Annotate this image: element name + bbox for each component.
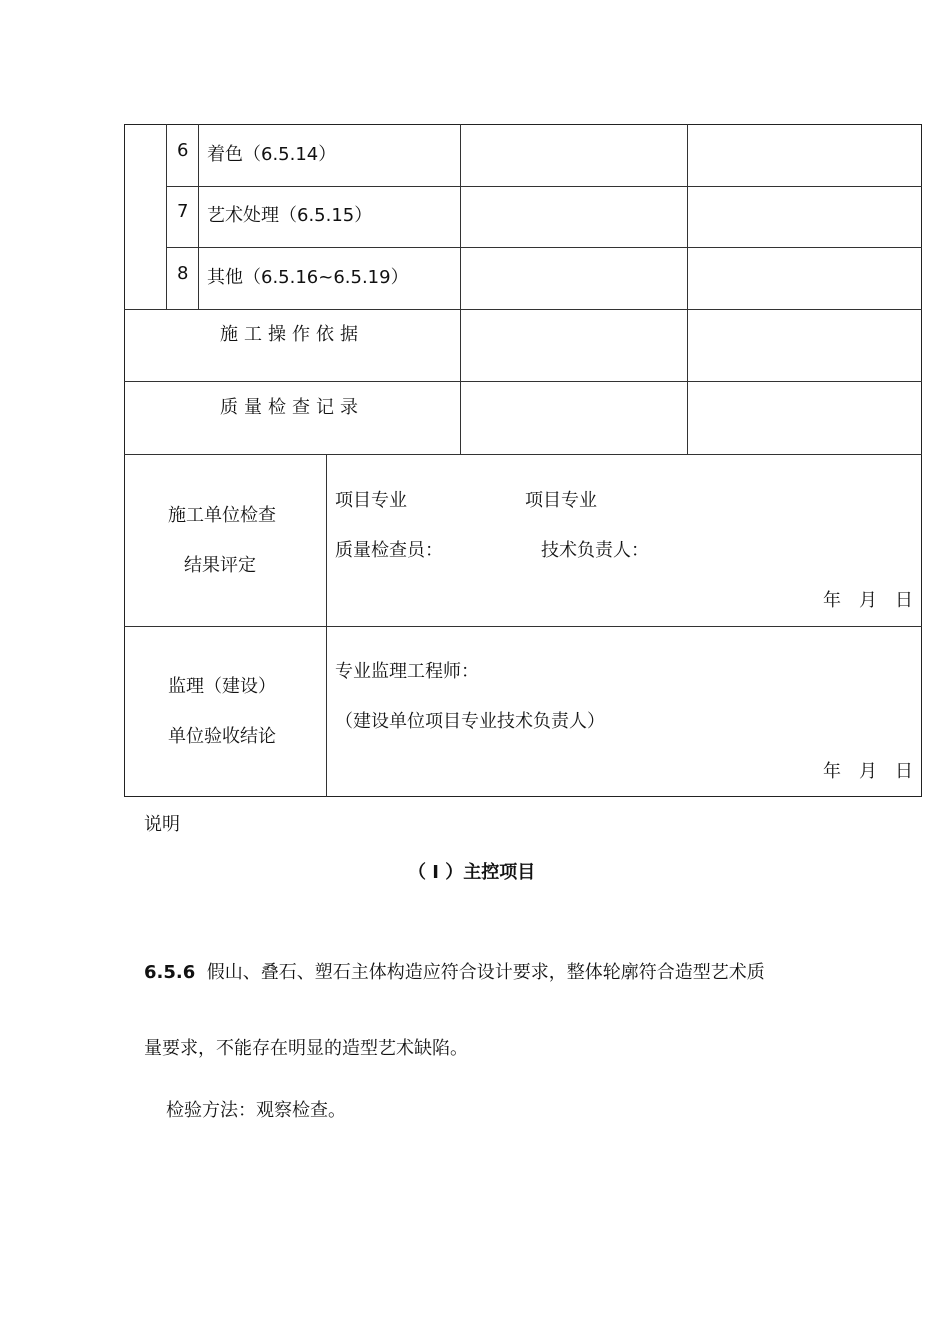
construction-unit-label-line1: 施工单位检查 (168, 505, 276, 526)
table-rule (460, 124, 461, 454)
row-item: 其他（6.5.16~6.5.19） (207, 267, 409, 288)
table-rule (166, 247, 922, 248)
clause-text-line2: 量要求，不能存在明显的造型艺术缺陷。 (144, 1038, 468, 1059)
tech-lead-label-line2: 技术负责人： (541, 540, 649, 561)
table-rule (124, 309, 922, 310)
row-number: 8 (177, 263, 189, 284)
table-rule (124, 454, 922, 455)
date-year: 年 (823, 761, 841, 782)
owner-rep-label: （建设单位项目专业技术负责人） (335, 711, 605, 732)
row-number: 6 (177, 140, 189, 161)
clause-number: 6.5.6 (144, 962, 196, 983)
notes-label: 说明 (144, 814, 180, 835)
inspector-label-line1: 项目专业 (335, 490, 407, 511)
inspector-label-line2: 质量检查员： (335, 540, 443, 561)
table-rule (166, 124, 167, 309)
table-rule (198, 124, 199, 309)
construction-unit-label-line2: 结果评定 (184, 555, 256, 576)
supervision-label-line1: 监理（建设） (168, 676, 276, 697)
supervising-engineer-label: 专业监理工程师： (335, 661, 479, 682)
table-rule (166, 186, 922, 187)
supervision-label-line2: 单位验收结论 (168, 726, 276, 747)
table-rule (124, 381, 922, 382)
row-item: 着色（6.5.14） (207, 144, 337, 165)
quality-record-label: 质量检查记录 (220, 397, 364, 418)
table-rule (124, 626, 922, 627)
section-title: （ I ）主控项目 (408, 862, 536, 883)
date-day: 日 (895, 761, 913, 782)
tech-lead-label-line1: 项目专业 (525, 490, 597, 511)
date-month: 月 (859, 590, 877, 611)
row-item: 艺术处理（6.5.15） (207, 205, 373, 226)
inspection-method: 检验方法：观察检查。 (166, 1100, 346, 1121)
table-rule (687, 124, 688, 454)
date-month: 月 (859, 761, 877, 782)
date-day: 日 (895, 590, 913, 611)
date-year: 年 (823, 590, 841, 611)
clause-paragraph (144, 964, 765, 982)
construction-basis-label: 施工操作依据 (220, 324, 364, 345)
clause-text-line1: 假山、叠石、塑石主体构造应符合设计要求，整体轮廓符合造型艺术质 (206, 962, 765, 983)
row-number: 7 (177, 201, 189, 222)
